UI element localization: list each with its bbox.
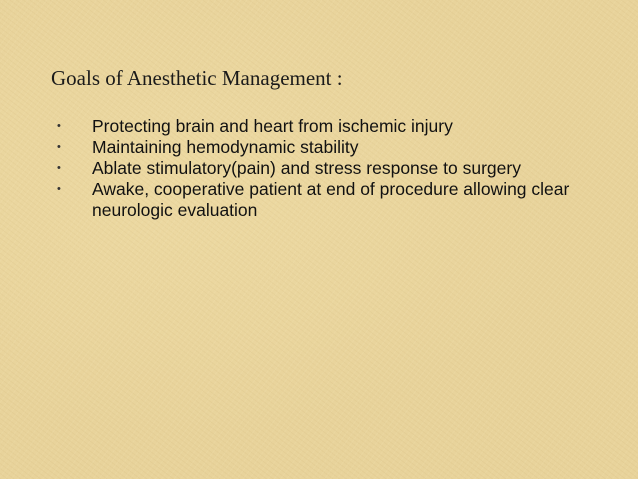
bullet-icon: •	[57, 141, 61, 153]
bullet-item	[56, 116, 576, 137]
bullet-list	[56, 116, 576, 221]
bullet-icon: •	[57, 162, 61, 174]
bullet-item	[56, 179, 576, 221]
bullet-text: Awake, cooperative patient at end of procedure allowing clear neurologic evaluation	[92, 179, 570, 220]
bullet-item	[56, 137, 576, 158]
bullet-icon: •	[57, 183, 61, 195]
bullet-icon: •	[57, 120, 61, 132]
bullet-item	[56, 158, 576, 179]
bullet-text: Protecting brain and heart from ischemic injury	[92, 116, 453, 136]
bullet-text: Ablate stimulatory(pain) and stress response to surgery	[92, 158, 521, 178]
slide-title: Goals of Anesthetic Management :	[51, 66, 343, 90]
bullet-text: Maintaining hemodynamic stability	[92, 137, 359, 157]
